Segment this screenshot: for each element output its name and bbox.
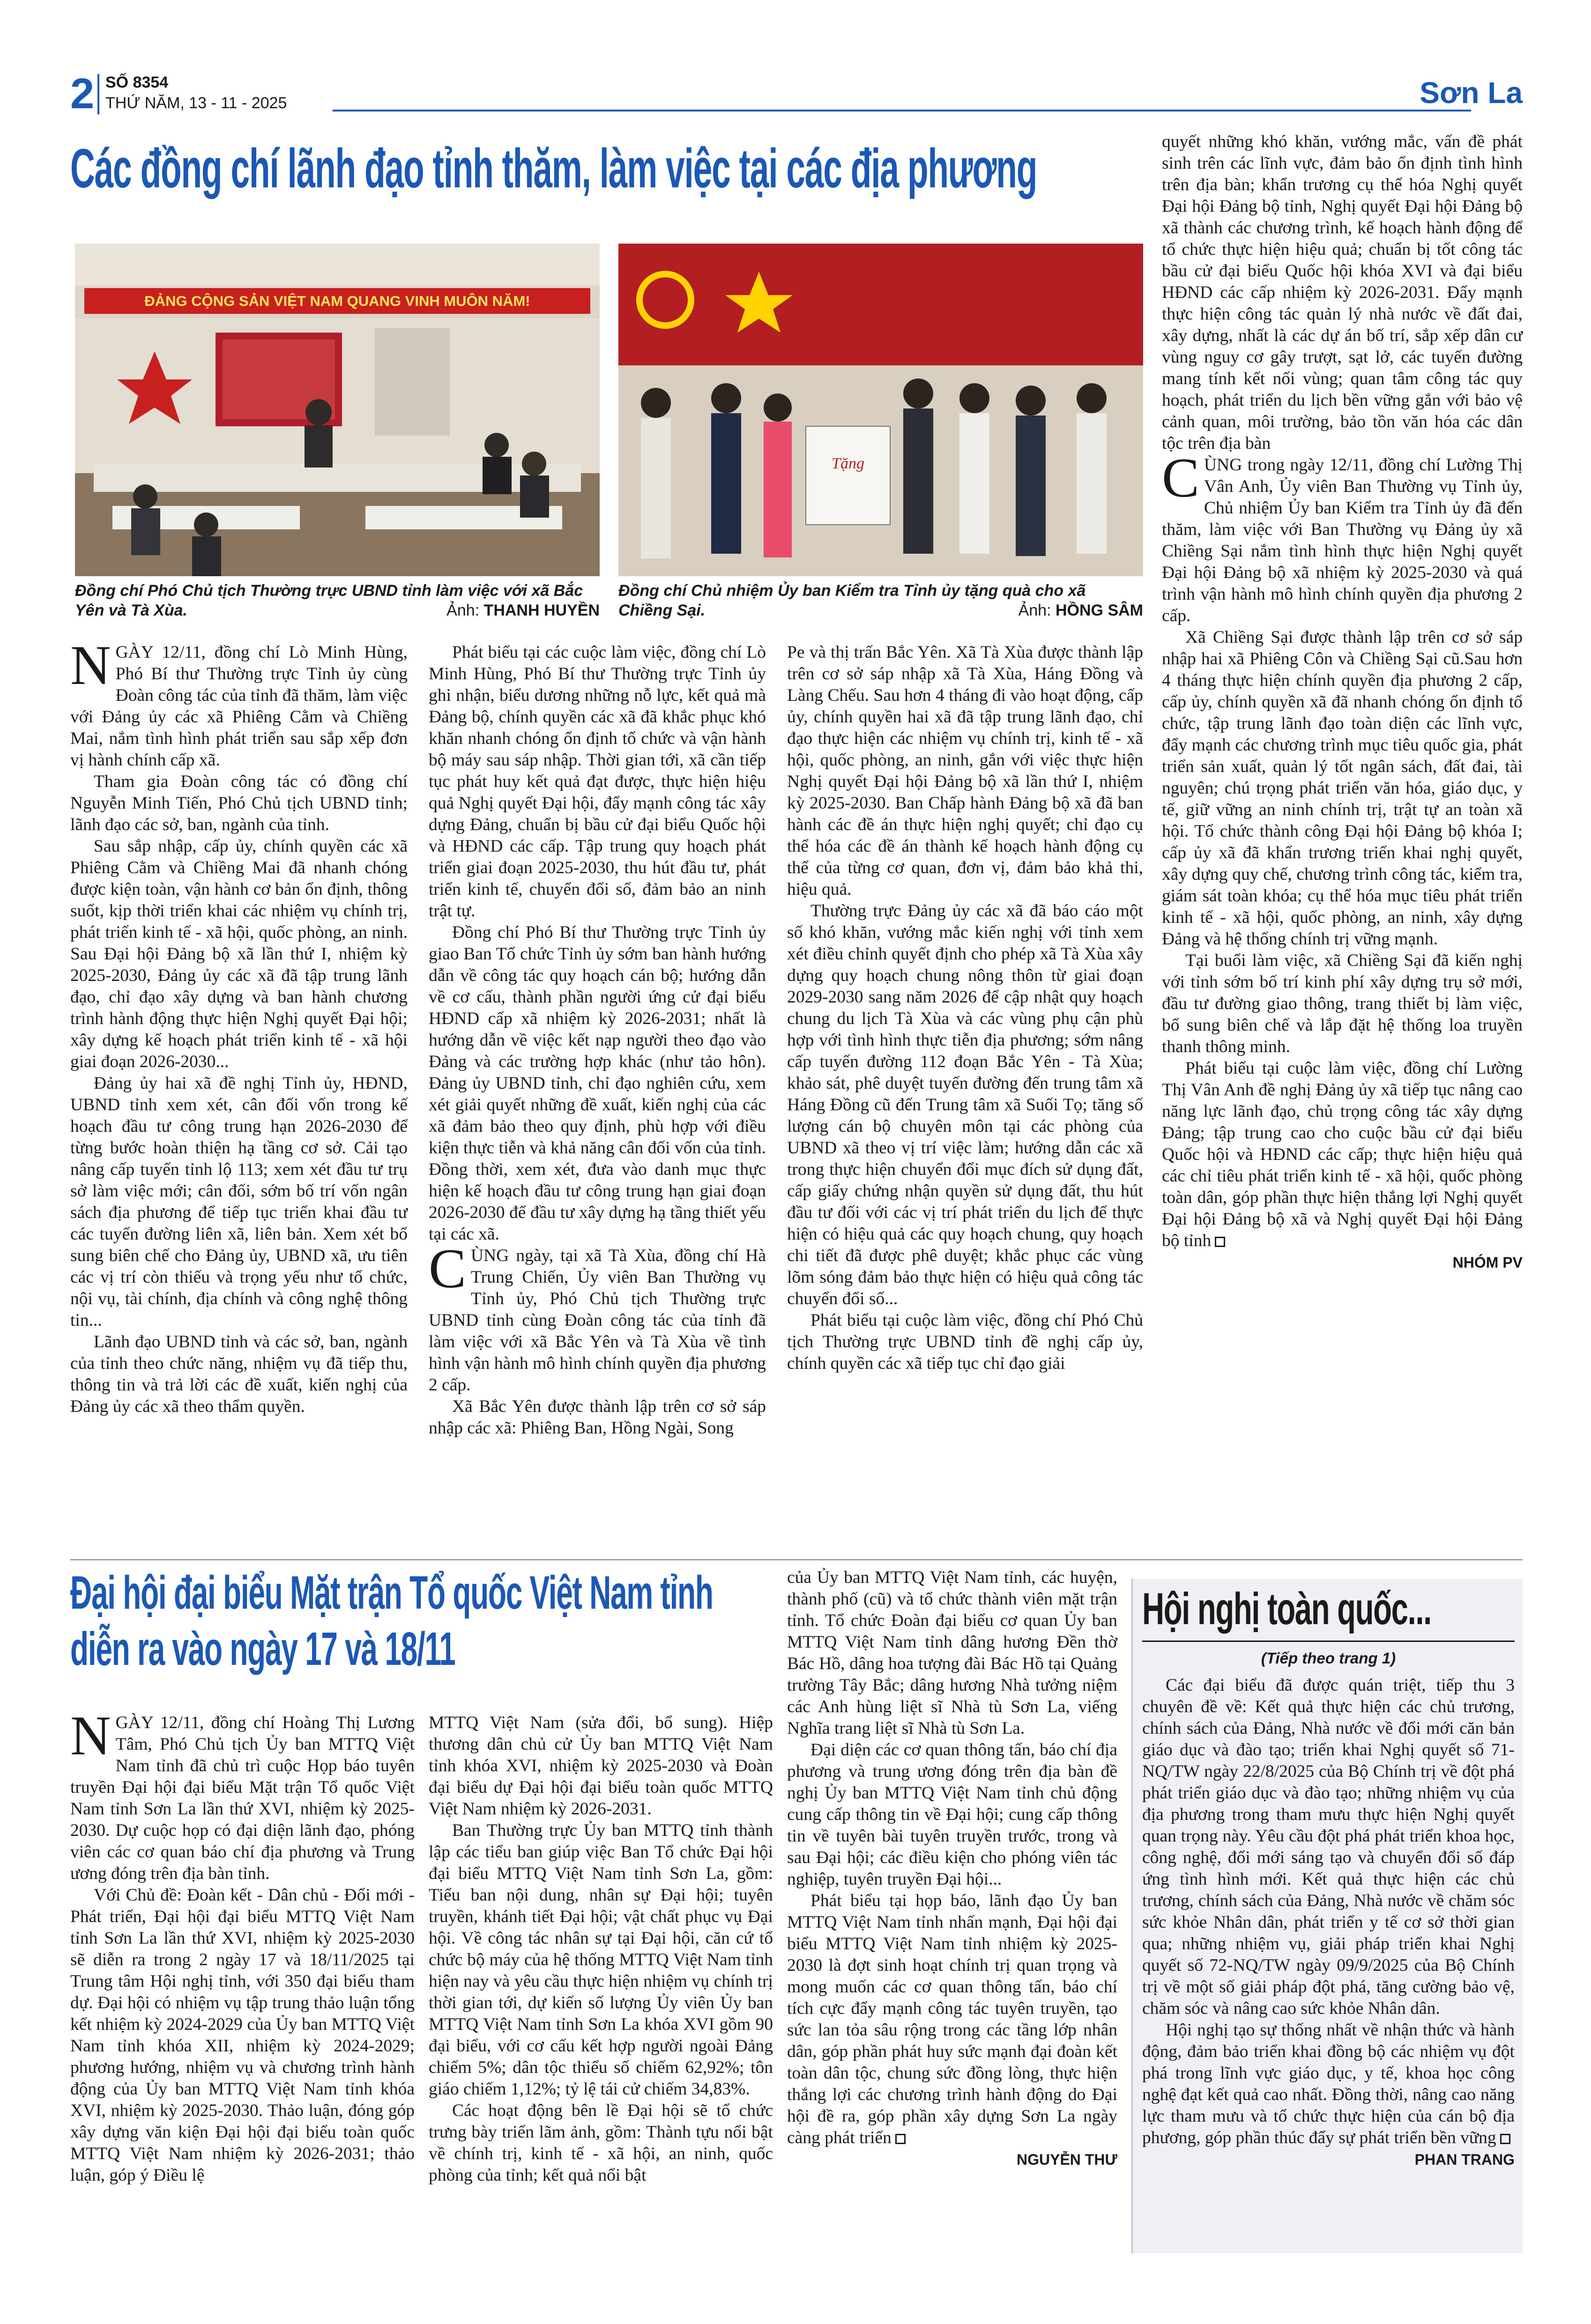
article2-headline-line1: Đại hội đại biểu Mặt trận Tổ quốc Việt Nam tỉnh (70, 1567, 713, 1619)
article1-paragraph: Xã Chiềng Sại được thành lập trên cơ sở sáp nhập hai xã Phiêng Côn và Chiềng Sại cũ.Sau hơn 4 tháng thực hiện chính quyền địa phương 2 cấp, cấp ủy, chính quyền xã đã nhanh chóng ổn định tổ chức, tập trung lãnh đạo toàn diện các lĩnh vực, đẩy mạnh các chương trình mục tiêu quốc gia, phát triển sản xuất, quản lý tốt ngân sách, đất đai, tài nguyên; chú trọng phát triển văn hóa, giáo dục, y tế, giữ vững an ninh chính trị, trật tự an toàn xã hội. Tổ chức thành công Đại hội Đảng bộ khóa I; cấp ủy xã đã khẩn trương triển khai nghị quyết, xây dựng quy chế, chương trình công tác, kiểm tra, giám sát toàn khóa; cụ thể hóa mục tiêu phát triển kinh tế - xã hội, quốc phòng, an ninh, xây dựng Đảng và hệ thống chính trị vững mạnh. (1162, 628, 1523, 949)
photo2-gift-label: Tặng (832, 455, 864, 472)
photo1-caption (75, 581, 600, 620)
article1-paragraph: Đảng ủy hai xã đề nghị Tỉnh ủy, HĐND, UBND tỉnh xem xét, cân đối vốn trong kế hoạch đầu tư công trung hạn 2026-2030 để từng bước hoàn thiện hạ tầng cơ sở. Cải tạo nâng cấp tuyến tỉnh lộ 113; xem xét đầu tư trụ sở làm việc mới; cân đối, sớm bố trí vốn ngân sách địa phương để tiếp tục triển khai đầu tư các tuyến đường liên xã, liên bản. Xem xét bổ sung biên chế cho Đảng ủy, UBND xã, ưu tiên các vị trí còn thiếu và trọng yếu như tổ chức, nội vụ, tài chính, địa chính và công nghệ thông tin... (70, 1074, 408, 1330)
header-rule (333, 110, 1471, 111)
issue-number: SỐ 8354 (105, 74, 169, 91)
article3-headline: Hội nghị toàn quốc... (1142, 1584, 1431, 1634)
photo1-banner: ĐẢNG CỘNG SẢN VIỆT NAM QUANG VINH MUÔN NĂM! (144, 293, 530, 309)
page-header (70, 70, 1523, 126)
article3-headline-wrap (1142, 1581, 1517, 1640)
article1-byline: NHÓM PV (1452, 1254, 1523, 1271)
article2-paragraph: NGÀY 12/11, đồng chí Hoàng Thị Lương Tâm, Phó Chủ tịch Ủy ban MTTQ Việt Nam tỉnh đã chủ trì cuộc Họp báo tuyên truyền Đại hội đại biểu Mặt trận Tổ quốc Việt Nam tỉnh Sơn La lần thứ XVI, nhiệm kỳ 2025-2030. Dự cuộc họp có đại diện lãnh đạo, phóng viên các cơ quan báo chí địa phương và Trung ương đóng trên địa bàn tỉnh. (70, 1704, 415, 1883)
article3-byline: PHAN TRANG (1414, 2151, 1515, 2168)
article1-paragraph: CÙNG trong ngày 12/11, đồng chí Lường Thị Vân Anh, Ủy viên Ban Thường vụ Tỉnh ủy, Chủ nhiệm Ủy ban Kiểm tra Tỉnh ủy đã đến thăm, làm việc với Ban Thường vụ Đảng ủy xã Chiềng Sại nắm tình hình thực hiện Nghị quyết Đại hội Đảng bộ xã nhiệm kỳ 2025-2030 và quá trình vận hành mô hình chính quyền địa phương 2 cấp. (1162, 446, 1523, 625)
issue-date: THỨ NĂM, 13 - 11 - 2025 (105, 94, 287, 112)
article1-paragraph: Lãnh đạo UBND tỉnh và các sở, ban, ngành của tỉnh theo chức năng, nhiệm vụ đã tiếp thu, thông tin và trả lời các đề xuất, kiến nghị của Đảng ủy các xã theo thẩm quyền. (70, 1332, 408, 1416)
article1-paragraph: Xã Bắc Yên được thành lập trên cơ sở sáp nhập các xã: Phiêng Ban, Hồng Ngài, Song (429, 1397, 766, 1438)
article1-paragraph: Phát biểu tại các cuộc làm việc, đồng chí Lò Minh Hùng, Phó Bí thư Thường trực Tỉnh ủy ghi nhận, biểu dương những nỗ lực, kết quả mà Đảng bộ, chính quyền các xã đã khắc phục khó khăn nhanh chóng ổn định tổ chức và vận hành bộ máy sau sáp nhập. Thời gian tới, xã cần tiếp tục phát huy kết quả đạt được, thực hiện hiệu quả Nghị quyết Đại hội, đẩy mạnh công tác xây dựng Đảng, chuẩn bị bầu cử đại biểu Quốc hội và HĐND các cấp. Tập trung quy hoạch phát triển giai đoạn 2025-2030, thu hút đầu tư, phát triển kinh tế, chuyển đổi số, đảm bảo an ninh trật tự. (429, 643, 766, 921)
photo2-credit-name: HỒNG SÂM (1056, 601, 1143, 619)
article3-continued: (Tiếp theo trang 1) (1261, 1649, 1396, 1667)
photo1-credit-label: Ảnh: (446, 601, 480, 619)
section-divider (70, 1559, 1523, 1560)
end-mark-icon (1500, 2134, 1510, 2144)
article1-col1 (70, 634, 408, 1418)
article2-paragraph: Ban Thường trực Ủy ban MTTQ tỉnh thành lập các tiểu ban giúp việc Ban Tổ chức Đại hội đại biểu MTTQ Việt Nam tỉnh Sơn La, gồm: Tiểu ban nội dung, nhân sự Đại hội; tuyên truyền, khánh tiết Đại hội; vật chất phục vụ Đại hội. Về công tác nhân sự tại Đại hội, căn cứ tổ chức bộ máy của hệ thống MTTQ Việt Nam tỉnh hiện nay và yêu cầu thực hiện nhiệm vụ chính trị thời gian tới, dự kiến số lượng Ủy viên Ủy ban MTTQ Việt Nam tỉnh Sơn La khóa XVI gồm 90 đại biểu, với cơ cấu kết hợp người ngoài Đảng chiếm 5%; dân tộc thiểu số chiếm 62,92%; tôn giáo chiếm 1,12%; tỷ lệ tái cử chiếm 34,83%. (429, 1821, 773, 2099)
article2-paragraph: MTTQ Việt Nam (sửa đổi, bổ sung). Hiệp thương dân chủ cử Ủy ban MTTQ Việt Nam tỉnh khóa XVI, nhiệm kỳ 2025-2030 và Đoàn đại biểu dự Đại hội đại biểu toàn quốc MTTQ Việt Nam nhiệm kỳ 2026-2031. (429, 1713, 773, 1819)
article3-paragraph: Các đại biểu đã được quán triệt, tiếp thu 3 chuyên đề về: Kết quả thực hiện các chủ trương, chính sách của Đảng, Nhà nước về đổi mới căn bản giáo dục và đào tạo; triển khai Nghị quyết số 71- NQ/TW ngày 22/8/2025 của Bộ Chính trị về đột phá phát triển giáo dục và đào tạo; những nhiệm vụ của địa phương trong tham mưu thực hiện Nghị quyết quan trọng này. Yêu cầu đột phá phát triển khoa học, công nghệ, đổi mới sáng tạo và chuyển đổi số đáp ứng tình hình mới. Kết quả thực hiện các chủ trương, chính sách của Đảng, Nhà nước về chăm sóc sức khỏe Nhân dân, phát triển y tế cơ sở thời gian qua; những nhiệm vụ, giải pháp triển khai Nghị quyết số 72-NQ/TW ngày 09/9/2025 của Bộ Chính trị về một số giải pháp đột phá, tăng cường bảo vệ, chăm sóc và nâng cao sức khỏe Nhân dân. (1142, 1676, 1515, 2018)
section-name: Sơn La (1420, 76, 1523, 110)
article1-headline-wrap (70, 134, 1124, 218)
photo1-credit-name: THANH HUYỀN (483, 601, 600, 619)
article1-paragraph: Pe và thị trấn Bắc Yên. Xã Tà Xùa được thành lập trên cơ sở sáp nhập xã Tà Xùa, Háng Đồng và Làng Chếu. Sau hơn 4 tháng đi vào hoạt động, cấp ủy, chính quyền hai xã đã tập trung lãnh đạo, chỉ đạo thực hiện các nhiệm vụ chính trị, kinh tế - xã hội, quốc phòng, an ninh, gắn với việc thực hiện Nghị quyết Đại hội Đảng bộ xã lần thứ I, nhiệm kỳ 2025-2030. Ban Chấp hành Đảng bộ xã đã ban hành các đề án thực hiện nghị quyết; chỉ đạo cụ thể hóa các đề án thành kế hoạch hành động cụ thể của từng cơ quan, đơn vị, đảm bảo khả thi, hiệu quả. (787, 643, 1143, 899)
dropcap: N (70, 1704, 111, 1767)
article2-byline: NGUYỄN THƯ (1017, 2151, 1117, 2168)
photo-gift (618, 244, 1143, 576)
article3-box (1131, 1579, 1523, 2253)
photo2-caption (618, 581, 1143, 620)
photo2-credit-label: Ảnh: (1018, 601, 1051, 619)
article1-headline: Các đồng chí lãnh đạo tỉnh thăm, làm việc tại các địa phương (70, 138, 1037, 200)
photo2-caption-text: Đồng chí Chủ nhiệm Ủy ban Kiểm tra Tỉnh ủy tặng quà cho xã Chiềng Sại. (618, 582, 1086, 619)
article2-paragraph: Với Chủ đề: Đoàn kết - Dân chủ - Đổi mới - Phát triển, Đại hội đại biểu MTTQ Việt Nam tỉnh Sơn La lần thứ XVI, nhiệm kỳ 2025-2030 sẽ diễn ra trong 2 ngày 17 và 18/11/2025 tại Trung tâm Hội nghị tỉnh, với 350 đại biểu tham dự. Đại hội có nhiệm vụ tập trung thảo luận tổng kết nhiệm kỳ 2024-2029 của Ủy ban MTTQ Việt Nam tỉnh khóa XII, nhiệm kỳ 2024-2029; phương hướng, nhiệm vụ và chương trình hành động của Ủy ban MTTQ Việt Nam tỉnh khóa XVI, nhiệm kỳ 2025-2030. Thảo luận, đóng góp xây dựng văn kiện Đại hội đại biểu toàn quốc MTTQ Việt Nam nhiệm kỳ 2026-2031; thảo luận, góp ý Điều lệ (70, 1886, 415, 2185)
end-mark-icon (1215, 1237, 1225, 1247)
article1-paragraph: Tham gia Đoàn công tác có đồng chí Nguyễn Minh Tiến, Phó Chủ tịch UBND tỉnh; lãnh đạo các sở, ban, ngành của tỉnh. (70, 772, 408, 834)
article1-paragraph: Sau sắp nhập, cấp ủy, chính quyền các xã Phiêng Cằm và Chiềng Mai đã nhanh chóng được kiện toàn, vận hành cơ bản ổn định, thông suốt, kịp thời triển khai các nhiệm vụ chính trị, phát triển kinh tế - xã hội, quốc phòng, an ninh. Sau Đại hội Đảng bộ xã lần thứ I, nhiệm kỳ 2025-2030, Đảng ủy các xã đã tập trung lãnh đạo, chỉ đạo xây dựng và ban hành chương trình hành động thực hiện Nghị quyết Đại hội; xây dựng kế hoạch phát triển kinh tế - xã hội giai đoạn 2026-2030... (70, 837, 408, 1071)
article2-col2 (429, 1712, 773, 2186)
photo-meeting (75, 244, 600, 576)
article1-paragraph: Đồng chí Phó Bí thư Thường trực Tỉnh ủy giao Ban Tổ chức Tỉnh ủy sớm ban hành hướng dẫn về công tác quy hoạch cán bộ; hướng dẫn về cơ cấu, thành phần người ứng cử đại biểu HĐND cấp xã nhiệm kỳ 2026-2031; nhất là hướng dẫn về việc kết nạp người theo đạo vào Đảng và các trường hợp khác (như tảo hôn). Đảng ủy UBND tỉnh, chỉ đạo nghiên cứu, xem xét giải quyết những đề xuất, kiến nghị của các xã đảm bảo theo quy định, phù hợp với điều kiện thực tiễn và khả năng cân đối vốn của tỉnh. Đồng thời, xem xét, đưa vào danh mục thực hiện kế hoạch đầu tư công trung hạn giai đoạn 2026-2030 để đầu tư xây dựng hạ tầng thiết yếu tại các xã. (429, 923, 766, 1244)
article2-headline-line2: diễn ra vào ngày 17 và 18/11 (70, 1623, 455, 1675)
end-mark-icon (895, 2134, 906, 2144)
article1-paragraph: quyết những khó khăn, vướng mắc, vấn đề phát sinh trên các lĩnh vực, đảm bảo ổn định tình hình trên địa bàn; khẩn trương cụ thể hóa Nghị quyết Đại hội Đảng bộ tỉnh, Nghị quyết Đại hội Đảng bộ xã thành các chương trình, kế hoạch hành động để tổ chức thực hiện hiệu quả; chuẩn bị tốt công tác bầu cử đại biểu Quốc hội khóa XVI và đại biểu HĐND các cấp nhiệm kỳ 2026-2031. Đẩy mạnh thực hiện công tác quản lý nhà nước về đất đai, xây dựng, nhất là các dự án bố trí, sắp xếp dân cư vùng nguy cơ gây trượt, sạt lở, các tuyến đường mang tính kết nối vùng; quan tâm công tác quy hoạch, phát triển du lịch bền vững gắn với bảo vệ cảnh quan, môi trường, bảo tồn văn hóa các dân tộc trên địa bàn (1162, 132, 1523, 453)
article2-paragraph: Các hoạt động bên lề Đại hội sẽ tổ chức trưng bày triển lãm ảnh, gồm: Thành tựu nổi bật về chính trị, kinh tế - xã hội, an ninh, quốc phòng của tỉnh; kết quả nổi bật (429, 2101, 773, 2185)
article2-col1 (70, 1704, 415, 2186)
article1-paragraph: Thường trực Đảng ủy các xã đã báo cáo một số khó khăn, vướng mắc kiến nghị với tỉnh xem xét điều chỉnh quyết định cho phép xã Tà Xùa xây dựng quy hoạch chung nông thôn từ giai đoạn 2029-2030 sang năm 2026 để cập nhật quy hoạch chung du lịch Tà Xùa và các vùng phụ cận phù hợp với tình hình thực tiễn địa phương; sớm nâng cấp tuyến đường 112 đoạn Bắc Yên - Tà Xùa; khảo sát, phê duyệt tuyến đường đến trung tâm xã Háng Đồng cũ đến Trung tâm xã Suối Tọ; tăng số lượng cán bộ chuyên môn tại các phòng của UBND xã theo vị trí việc làm; hướng dẫn các xã trong thực hiện chuyển đổi mục đích sử dụng đất, cấp giấy chứng nhận quyền sử dụng đất, thu hút đầu tư đối với các vị trí phát triển du lịch để thực hiện có hiệu quả các quy hoạch chung, quy hoạch chi tiết đã được phê duyệt; khắc phục các vùng lõm sóng đảm bảo thực hiện có hiệu quả công tác chuyển đổi số... (787, 901, 1143, 1308)
dropcap: C (1162, 446, 1200, 509)
dropcap: N (70, 634, 111, 696)
article2-paragraph: Phát biểu tại họp báo, lãnh đạo Ủy ban MTTQ Việt Nam tỉnh nhấn mạnh, Đại hội đại biểu MTTQ Việt Nam tỉnh nhiệm kỳ 2025-2030 là đợt sinh hoạt chính trị quan trọng và mong muốn các cơ quan thông tấn, báo chí tích cực đẩy mạnh công tác tuyên truyền, tạo sức lan tỏa sâu rộng trong các tầng lớp nhân dân, góp phần phát huy sức mạnh đại đoàn kết toàn dân tộc, chung sức đồng lòng, thực hiện thắng lợi các chương trình hành động do Đại hội đề ra, góp phần xây dựng Sơn La ngày càng phát triển (787, 1891, 1117, 2147)
article3-headline-rule (1142, 1641, 1515, 1642)
page-number: 2 (70, 70, 95, 118)
dropcap: C (429, 1237, 467, 1299)
article1-col3 (787, 642, 1143, 1374)
article3-body (1142, 1675, 1515, 2170)
article3-paragraph: Hội nghị tạo sự thống nhất về nhận thức và hành động, đảm bảo triển khai đồng bộ các nhiệm vụ đột phá trong lĩnh vực giáo dục, y tế, khoa học công nghệ đạt kết quả cao nhất. Đồng thời, nâng cao năng lực tham mưu và tổ chức thực hiện của cán bộ địa phương, góp phần thúc đẩy sự phát triển bền vững (1142, 2020, 1515, 2147)
photo1-caption-text: Đồng chí Phó Chủ tịch Thường trực UBND tỉnh làm việc với xã Bắc Yên và Tà Xùa. (75, 582, 583, 619)
article2-headline-wrap (70, 1565, 773, 1705)
article1-paragraph: NGÀY 12/11, đồng chí Lò Minh Hùng, Phó Bí thư Thường trực Tỉnh ủy cùng Đoàn công tác của tỉnh đã thăm, làm việc với Đảng ủy các xã Phiêng Cằm và Chiềng Mai, nắm tình hình phát triển sau sắp xếp đơn vị hành chính cấp xã. (70, 634, 408, 770)
article2-col3 (787, 1567, 1117, 2170)
article1-paragraph: Tại buổi làm việc, xã Chiềng Sại đã kiến nghị với tỉnh sớm bố trí kinh phí xây dựng trụ sở mới, đầu tư đường giao thông, trang thiết bị làm việc, bổ sung biên chế và lắp đặt hệ thống loa truyền thanh thông minh. (1162, 951, 1523, 1056)
article1-col2 (429, 642, 766, 1439)
article2-paragraph: của Ủy ban MTTQ Việt Nam tỉnh, các huyện, thành phố (cũ) và tổ chức thành viên mặt trận tỉnh. Tổ chức Đoàn đại biểu cơ quan Ủy ban MTTQ Việt Nam tỉnh dâng hương Đền thờ Bác Hồ, dâng hoa tượng đài Bác Hồ tại Quảng trường Tây Bắc; dâng hương Nhà tưởng niệm các Anh hùng liệt sĩ Nhà tù Sơn La, viếng Nghĩa trang liệt sĩ Nhà tù Sơn La. (787, 1568, 1117, 1738)
article1-paragraph: Phát biểu tại cuộc làm việc, đồng chí Lường Thị Vân Anh đề nghị Đảng ủy xã tiếp tục nâng cao năng lực lãnh đạo, chủ trọng công tác xây dựng Đảng; tập trung cao cho cuộc bầu cử đại biểu Quốc hội và HĐND các cấp; thực hiện hiệu quả các chỉ tiêu phát triển kinh tế - xã hội, quốc phòng toàn dân, góp phần thực hiện thắng lợi Nghị quyết Đại hội Đảng bộ xã và Nghị quyết Đại hội Đảng bộ tỉnh (1162, 1059, 1523, 1250)
article1-paragraph: Phát biểu tại cuộc làm việc, đồng chí Phó Chủ tịch Thường trực UBND tỉnh đề nghị cấp ủy, chính quyền các xã tiếp tục chỉ đạo giải (787, 1311, 1143, 1373)
gift-ceremony-illustration (618, 244, 1143, 576)
article1-col4 (1162, 131, 1523, 1273)
photo1-credit (446, 601, 600, 620)
article2-paragraph: Đại diện các cơ quan thông tấn, báo chí địa phương và trung ương đóng trên địa bàn đề nghị Ủy ban MTTQ Việt Nam tỉnh chủ động cung cấp thông tin về Đại hội; cung cấp thông tin về tuyên bài tuyên truyền trước, trong và sau Đại hội; các điều kiện cho phóng viên tác nghiệp, tuyên truyền Đại hội... (787, 1740, 1117, 1889)
photo2-credit (1019, 601, 1143, 620)
header-divider (97, 74, 99, 114)
article1-paragraph: CÙNG ngày, tại xã Tà Xùa, đồng chí Hà Trung Chiến, Ủy viên Ban Thường vụ Tỉnh ủy, Phó Chủ tịch Thường trực UBND tỉnh cùng Đoàn công tác của tỉnh đã làm việc với xã Bắc Yên và Tà Xùa về tình hình vận hành mô hình chính quyền địa phương 2 cấp. (429, 1237, 766, 1395)
